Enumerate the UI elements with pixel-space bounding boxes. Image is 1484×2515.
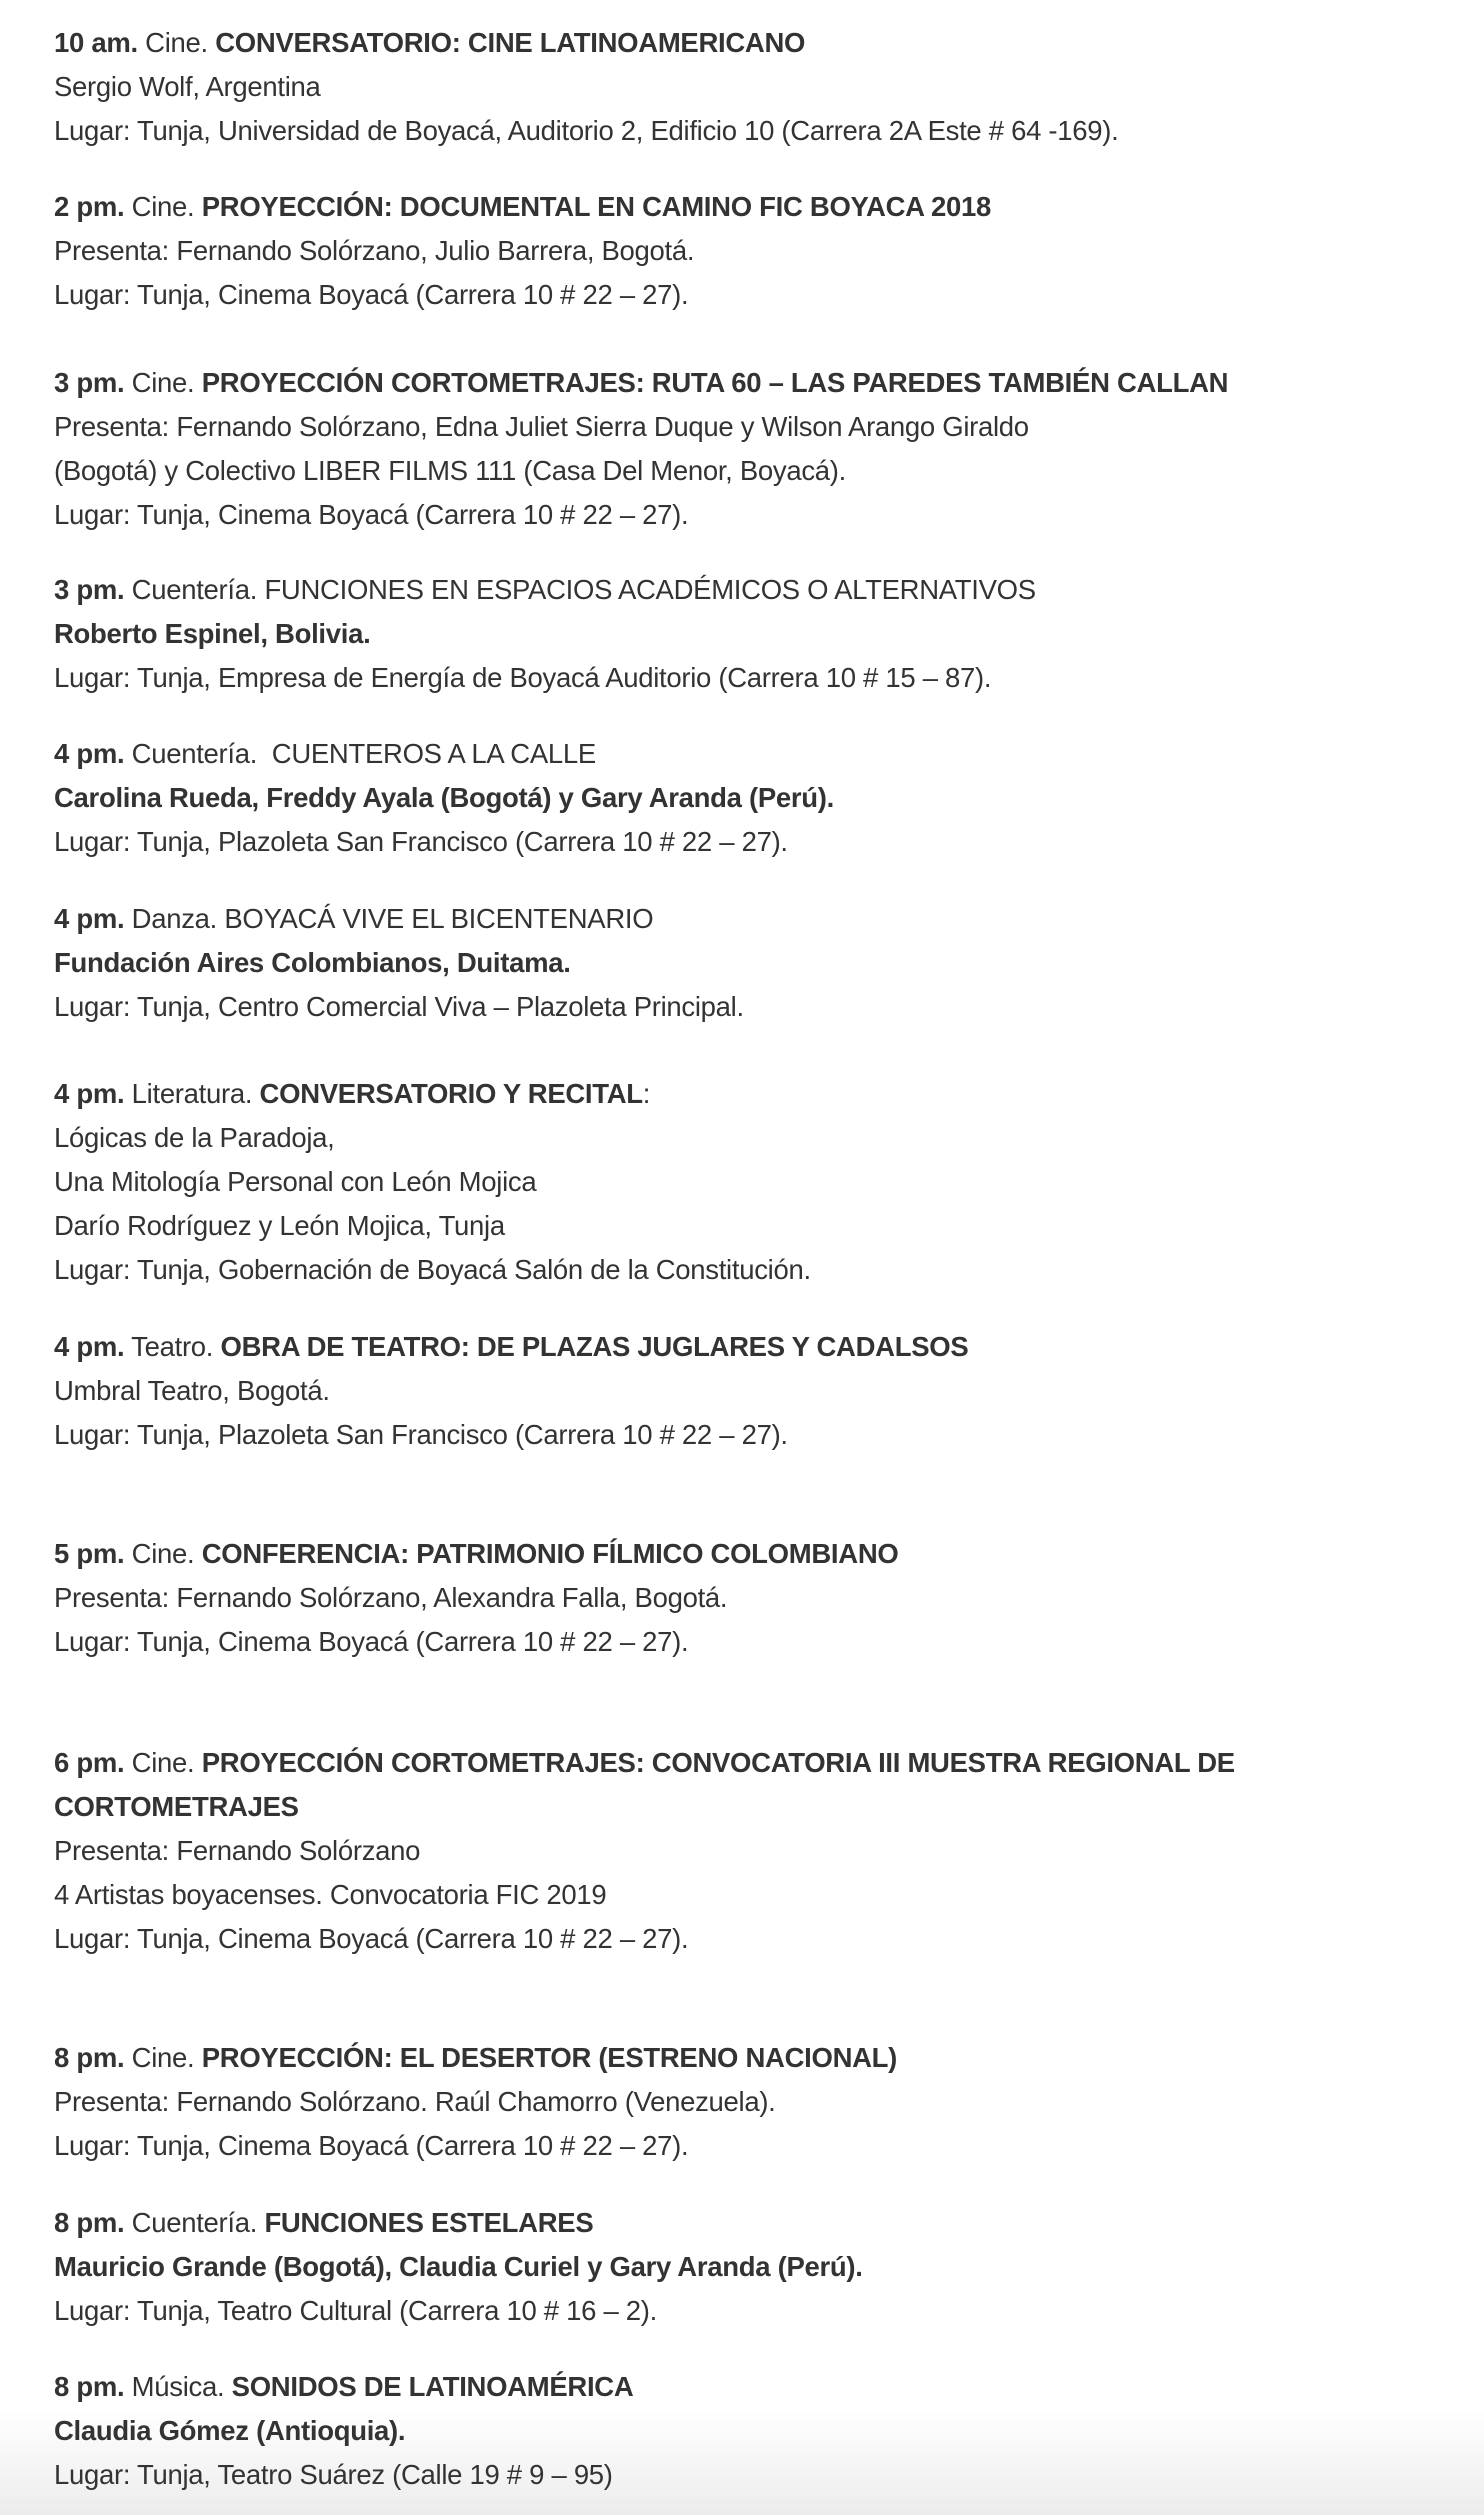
event-performer: Claudia Gómez (Antioquia).	[54, 2415, 406, 2446]
event-item	[54, 732, 1474, 864]
event-category: Cine.	[131, 367, 195, 398]
event-detail: (Bogotá) y Colectivo LIBER FILMS 111 (Casa Del Menor, Boyacá).	[54, 455, 846, 486]
event-location: Lugar: Tunja, Cinema Boyacá (Carrera 10 # 22 – 27).	[54, 1923, 689, 1954]
event-presenter: Presenta: Fernando Solórzano	[54, 1835, 421, 1866]
event-title: FUNCIONES EN ESPACIOS ACADÉMICOS O ALTERNATIVOS	[264, 574, 1036, 605]
event-header	[54, 1532, 1474, 1576]
event-item	[54, 897, 1474, 1029]
event-time: 2 pm.	[54, 191, 125, 222]
event-title: PROYECCIÓN: EL DESERTOR (ESTRENO NACIONAL)	[201, 2042, 898, 2073]
event-time: 4 pm.	[54, 903, 125, 934]
event-title: PROYECCIÓN CORTOMETRAJES: CONVOCATORIA III MUESTRA REGIONAL DE CORTOMETRAJES	[54, 1747, 1235, 1822]
event-presenter: Presenta: Fernando Solórzano, Edna Juliet Sierra Duque y Wilson Arango Giraldo	[54, 411, 1029, 442]
event-location: Lugar: Tunja, Teatro Suárez (Calle 19 # 9 – 95)	[54, 2459, 613, 2490]
event-item	[54, 1741, 1474, 1961]
event-performer: Mauricio Grande (Bogotá), Claudia Curiel y Gary Aranda (Perú).	[54, 2251, 863, 2282]
event-location: Lugar: Tunja, Cinema Boyacá (Carrera 10 # 22 – 27).	[54, 2130, 689, 2161]
event-category: Música.	[131, 2371, 225, 2402]
event-title: CONFERENCIA: PATRIMONIO FÍLMICO COLOMBIANO	[201, 1538, 899, 1569]
event-location: Lugar: Tunja, Universidad de Boyacá, Auditorio 2, Edificio 10 (Carrera 2A Este # 64 -169).	[54, 115, 1119, 146]
event-time: 5 pm.	[54, 1538, 125, 1569]
event-time: 3 pm.	[54, 367, 125, 398]
event-category: Cuentería.	[131, 2207, 258, 2238]
event-header	[54, 2201, 1474, 2245]
event-title-suffix: :	[642, 1078, 651, 1109]
event-time: 8 pm.	[54, 2371, 125, 2402]
event-header	[54, 361, 1474, 405]
event-category: Cuentería.	[131, 738, 265, 769]
event-category: Cine.	[131, 1747, 195, 1778]
event-category: Cine.	[131, 191, 195, 222]
event-detail: Una Mitología Personal con León Mojica	[54, 1166, 537, 1197]
event-time: 8 pm.	[54, 2207, 125, 2238]
event-header	[54, 1741, 1434, 1829]
event-detail: Sergio Wolf, Argentina	[54, 71, 321, 102]
event-title: PROYECCIÓN: DOCUMENTAL EN CAMINO FIC BOYACA 2018	[201, 191, 992, 222]
event-detail: Darío Rodríguez y León Mojica, Tunja	[54, 1210, 505, 1241]
event-item	[54, 1532, 1474, 1664]
event-detail: Umbral Teatro, Bogotá.	[54, 1375, 330, 1406]
event-title: PROYECCIÓN CORTOMETRAJES: RUTA 60 – LAS PAREDES TAMBIÉN CALLAN	[201, 367, 1229, 398]
event-location: Lugar: Tunja, Teatro Cultural (Carrera 10 # 16 – 2).	[54, 2295, 657, 2326]
event-category: Literatura.	[131, 1078, 253, 1109]
event-header	[54, 568, 1474, 612]
event-detail: Lógicas de la Paradoja,	[54, 1122, 335, 1153]
event-title: CUENTEROS A LA CALLE	[271, 738, 596, 769]
event-time: 8 pm.	[54, 2042, 125, 2073]
event-item	[54, 2201, 1474, 2333]
event-time: 4 pm.	[54, 1331, 125, 1362]
event-category: Cine.	[145, 27, 208, 58]
event-title: FUNCIONES ESTELARES	[264, 2207, 594, 2238]
event-detail: 4 Artistas boyacenses. Convocatoria FIC 2019	[54, 1879, 607, 1910]
event-title: BOYACÁ VIVE EL BICENTENARIO	[224, 903, 654, 934]
event-category: Danza.	[131, 903, 218, 934]
event-presenter: Presenta: Fernando Solórzano. Raúl Chamorro (Venezuela).	[54, 2086, 776, 2117]
event-header	[54, 1072, 1474, 1116]
event-header	[54, 2036, 1474, 2080]
event-performer: Fundación Aires Colombianos, Duitama.	[54, 947, 571, 978]
event-location: Lugar: Tunja, Centro Comercial Viva – Plazoleta Principal.	[54, 991, 744, 1022]
event-category: Cine.	[131, 2042, 195, 2073]
event-performer: Carolina Rueda, Freddy Ayala (Bogotá) y Gary Aranda (Perú).	[54, 782, 834, 813]
event-category: Teatro.	[131, 1331, 214, 1362]
event-header	[54, 732, 1474, 776]
event-header	[54, 2365, 1474, 2409]
event-item	[54, 185, 1474, 317]
event-item	[54, 568, 1474, 700]
event-title: OBRA DE TEATRO: DE PLAZAS JUGLARES Y CADALSOS	[220, 1331, 969, 1362]
event-title: CONVERSATORIO Y RECITAL	[259, 1078, 643, 1109]
event-location: Lugar: Tunja, Plazoleta San Francisco (Carrera 10 # 22 – 27).	[54, 826, 788, 857]
event-item	[54, 1072, 1474, 1292]
event-title: CONVERSATORIO: CINE LATINOAMERICANO	[215, 27, 806, 58]
event-time: 4 pm.	[54, 1078, 125, 1109]
event-location: Lugar: Tunja, Cinema Boyacá (Carrera 10 # 22 – 27).	[54, 499, 689, 530]
event-location: Lugar: Tunja, Cinema Boyacá (Carrera 10 # 22 – 27).	[54, 279, 689, 310]
event-time: 3 pm.	[54, 574, 125, 605]
event-item	[54, 361, 1474, 537]
event-location: Lugar: Tunja, Plazoleta San Francisco (Carrera 10 # 22 – 27).	[54, 1419, 788, 1450]
event-presenter: Presenta: Fernando Solórzano, Julio Barrera, Bogotá.	[54, 235, 695, 266]
event-location: Lugar: Tunja, Gobernación de Boyacá Salón de la Constitución.	[54, 1254, 811, 1285]
event-item	[54, 1325, 1474, 1457]
event-location: Lugar: Tunja, Cinema Boyacá (Carrera 10 # 22 – 27).	[54, 1626, 689, 1657]
event-item	[54, 21, 1474, 153]
event-title: SONIDOS DE LATINOAMÉRICA	[231, 2371, 634, 2402]
event-location: Lugar: Tunja, Empresa de Energía de Boyacá Auditorio (Carrera 10 # 15 – 87).	[54, 662, 992, 693]
event-header	[54, 21, 1474, 65]
event-header	[54, 1325, 1474, 1369]
event-performer: Roberto Espinel, Bolivia.	[54, 618, 371, 649]
event-presenter: Presenta: Fernando Solórzano, Alexandra Falla, Bogotá.	[54, 1582, 728, 1613]
event-time: 6 pm.	[54, 1747, 125, 1778]
event-category: Cine.	[131, 1538, 195, 1569]
event-time: 10 am.	[54, 27, 138, 58]
event-header	[54, 897, 1474, 941]
event-category: Cuentería.	[131, 574, 258, 605]
event-header	[54, 185, 1474, 229]
event-time: 4 pm.	[54, 738, 125, 769]
event-item	[54, 2365, 1474, 2497]
event-item	[54, 2036, 1474, 2168]
